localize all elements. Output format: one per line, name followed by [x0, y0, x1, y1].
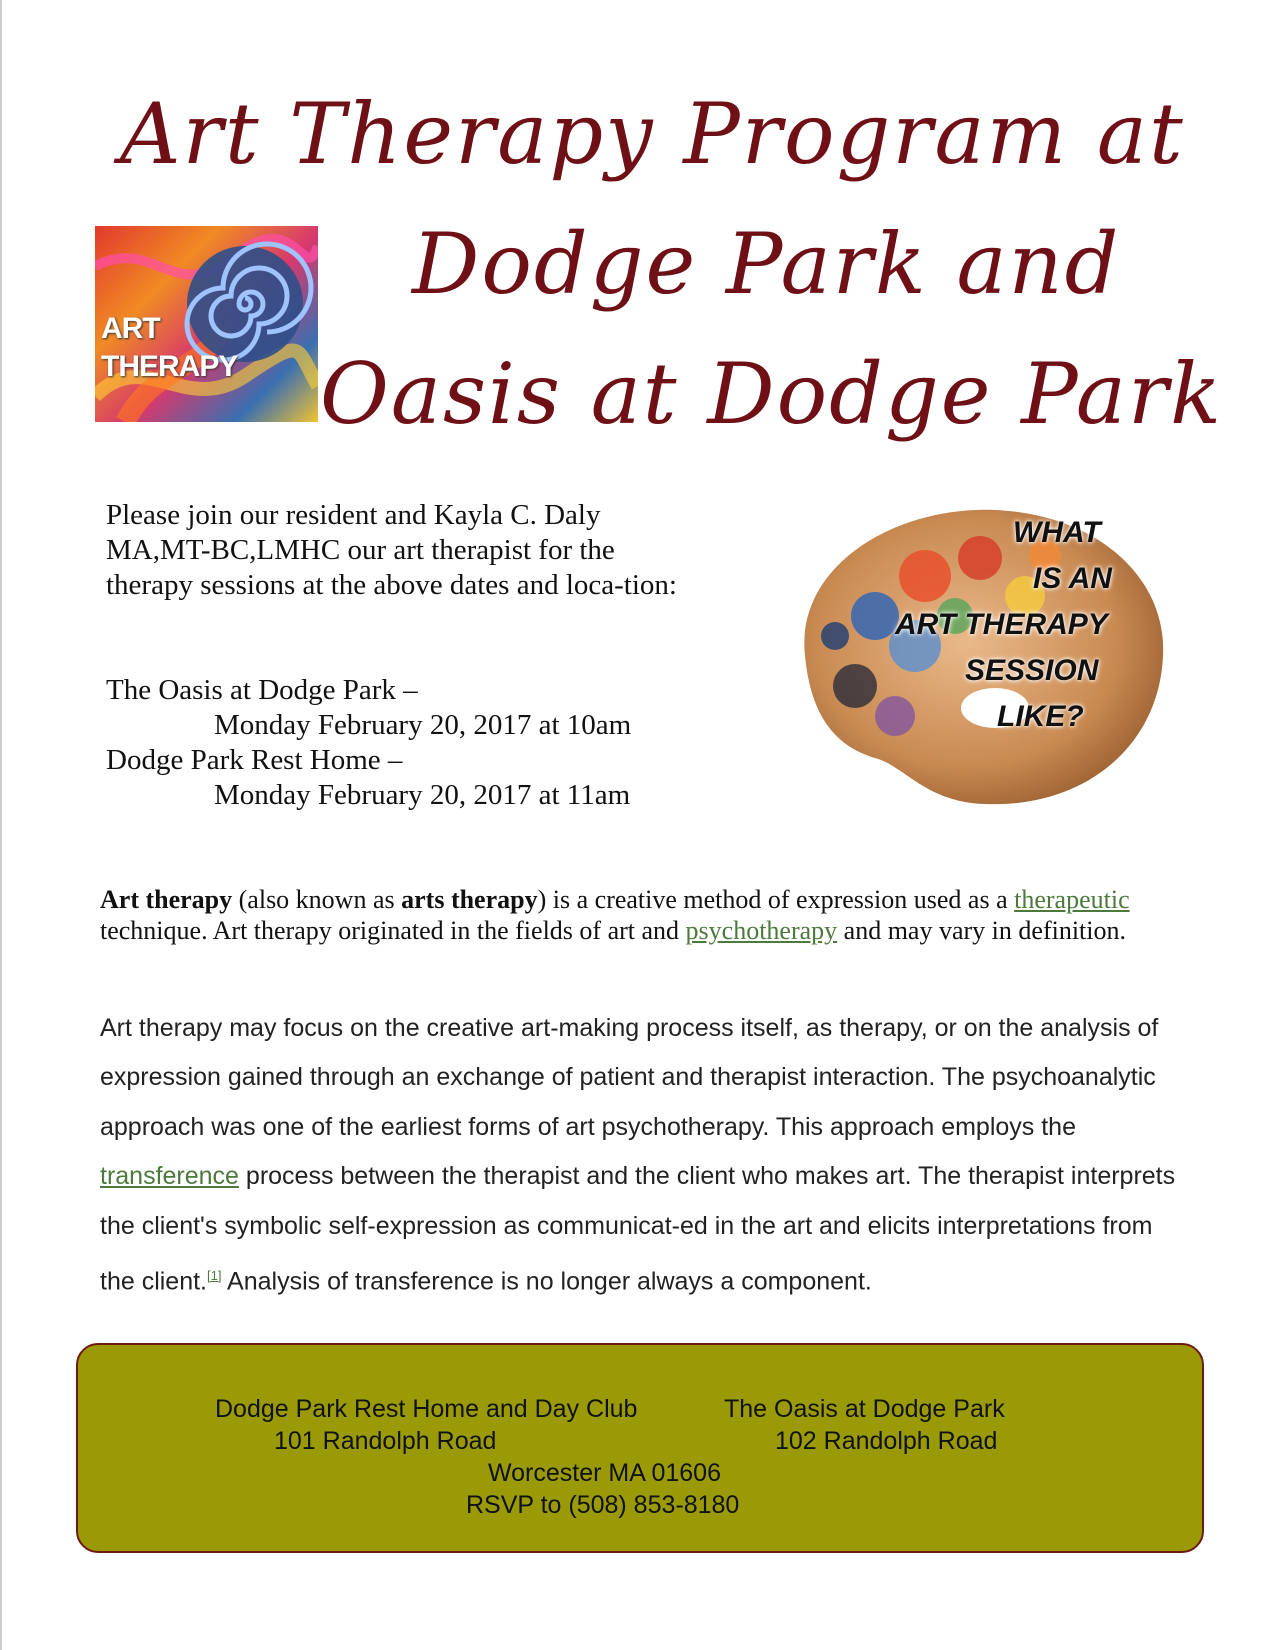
definition-paragraph: [100, 884, 1180, 946]
palette-text-line-2: IS AN: [1033, 562, 1112, 595]
footer-city: Worcester MA 01606: [488, 1459, 721, 1487]
transference-link[interactable]: transference: [100, 1162, 239, 1191]
palette-text-line-1: WHAT: [1013, 516, 1101, 549]
contact-footer: [76, 1343, 1204, 1553]
therapeutic-link[interactable]: therapeutic: [1014, 885, 1130, 914]
footer-left-name: Dodge Park Rest Home and Day Club: [215, 1395, 638, 1423]
psychotherapy-link[interactable]: psychotherapy: [685, 916, 838, 945]
palette-image: [775, 496, 1175, 816]
para2-text-3: Analysis of transference is no longer always a component.: [221, 1267, 872, 1296]
art-therapy-image: [95, 226, 318, 422]
title-line-3: Oasis at Dodge Park: [320, 345, 1224, 443]
title-line-2: Dodge Park and: [412, 215, 1121, 313]
footer-left-address: 101 Randolph Road: [274, 1427, 497, 1455]
footer-rsvp: RSVP to (508) 853-8180: [466, 1491, 740, 1519]
para1-text-3: technique. Art therapy originated in the fields of art and: [100, 916, 686, 945]
schedule-2-time: Monday February 20, 2017 at 11am: [214, 779, 631, 811]
para1-text-1: (also known as: [232, 885, 402, 914]
schedule-2-place: Dodge Park Rest Home –: [106, 744, 403, 776]
invitation-paragraph: Please join our resident and Kayla C. Daly MA,MT-BC,LMHC our art therapist for the therapy sessions at the above dates and loca-tion:: [106, 499, 677, 601]
para1-text-2: ) is a creative method of expression used as a: [537, 885, 1015, 914]
footer-right-name: The Oasis at Dodge Park: [724, 1395, 1005, 1423]
term-arts-therapy: arts therapy: [401, 885, 538, 914]
schedule-1-time: Monday February 20, 2017 at 10am: [214, 709, 632, 741]
title-line-1: Art Therapy Program at: [120, 85, 1185, 183]
para1-text-4: and may vary in definition.: [837, 916, 1126, 945]
schedule-1-place: The Oasis at Dodge Park –: [106, 674, 418, 706]
invitation-text: [106, 498, 706, 603]
approach-paragraph: [100, 1004, 1185, 1307]
page-edge: [0, 0, 2, 1650]
para2-text-1: Art therapy may focus on the creative art-making process itself, as therapy, or on the analysis of expression gained through an exchange of patient and therapist interaction. The psychoanalytic approach was one of the earliest forms of art psychotherapy. This approach employs the: [100, 1014, 1159, 1141]
para2-text-2: process between the therapist and the client who makes art. The therapist interprets the client's symbolic self-expression as communicat-ed in the art and elicits interpretations from the client.: [100, 1162, 1176, 1296]
art-label-line-2: THERAPY: [101, 350, 238, 383]
palette-text-line-3: ART THERAPY: [895, 608, 1108, 641]
art-label-line-1: ART: [101, 312, 160, 345]
footer-right-address: 102 Randolph Road: [775, 1427, 998, 1455]
palette-text-line-4: SESSION: [965, 654, 1099, 687]
citation-link[interactable]: [1]: [207, 1268, 222, 1284]
term-art-therapy: Art therapy: [100, 885, 233, 914]
palette-text-line-5: LIKE?: [997, 700, 1084, 733]
